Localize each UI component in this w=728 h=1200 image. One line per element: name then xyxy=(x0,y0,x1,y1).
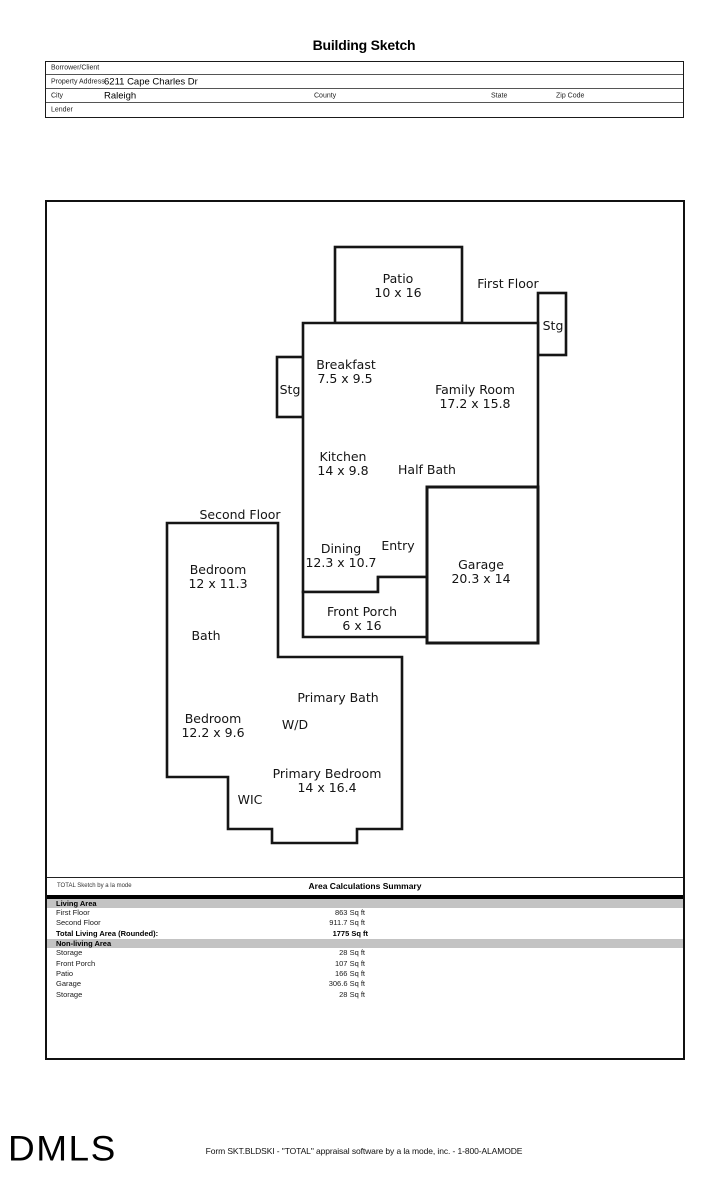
bedroom-2-label: Bedroom xyxy=(184,711,242,726)
row-value: 28 Sq ft xyxy=(339,989,365,999)
row-value: 306.6 Sq ft xyxy=(328,979,365,989)
kitchen-label: Kitchen xyxy=(319,449,367,464)
row-value: 863 Sq ft xyxy=(334,908,365,917)
summary-header xyxy=(47,878,683,895)
row-label: Front Porch xyxy=(56,958,96,968)
front-porch-label: Front Porch xyxy=(327,604,397,619)
property-address-label: Property Address xyxy=(51,78,105,85)
primary-bath-label: Primary Bath xyxy=(297,690,379,705)
zip-code-label: Zip Code xyxy=(556,92,585,99)
patio-label: Patio xyxy=(382,271,414,286)
city-label: City xyxy=(51,92,64,99)
page-title: Building Sketch xyxy=(312,37,416,53)
breakfast-label: Breakfast xyxy=(316,357,376,372)
garage-dims: 20.3 x 14 xyxy=(451,571,511,586)
family-room-label: Family Room xyxy=(435,382,515,397)
entry-label: Entry xyxy=(381,538,415,553)
borrower-row xyxy=(46,62,683,75)
non-living-area-band: Non-living Area xyxy=(47,939,683,948)
row-value: 107 Sq ft xyxy=(334,958,365,968)
lender-row xyxy=(46,103,683,116)
patio-dims: 10 x 16 xyxy=(374,285,422,300)
row-label: Patio xyxy=(56,968,74,978)
county-label: County xyxy=(314,92,337,99)
city-row xyxy=(46,89,683,103)
second-floor-title: Second Floor xyxy=(199,507,281,522)
summary-row-storage-2 xyxy=(47,990,683,1000)
first-floor-title: First Floor xyxy=(477,276,539,291)
primary-bedroom-dims: 14 x 16.4 xyxy=(297,780,357,795)
mls-logo: DMLS xyxy=(8,1129,117,1168)
front-porch-dims: 6 x 16 xyxy=(342,618,382,633)
row-value: 1775 Sq ft xyxy=(332,928,368,938)
kitchen-dims: 14 x 9.8 xyxy=(317,463,369,478)
row-label: Garage xyxy=(56,979,82,989)
primary-bedroom-label: Primary Bedroom xyxy=(272,766,382,781)
summary-row-second-floor xyxy=(47,918,683,928)
client-info-table xyxy=(45,61,684,118)
property-address-value: 6211 Cape Charles Dr xyxy=(104,76,198,87)
row-value: 28 Sq ft xyxy=(339,948,365,958)
summary-row-first-floor xyxy=(47,908,683,918)
family-room-dims: 17.2 x 15.8 xyxy=(439,396,511,411)
dining-label: Dining xyxy=(320,541,362,556)
storage-left-label: Stg xyxy=(279,382,301,397)
half-bath-label: Half Bath xyxy=(398,462,456,477)
row-label: Storage xyxy=(56,989,83,999)
row-label: Second Floor xyxy=(56,918,101,928)
summary-row-total-living-area xyxy=(47,929,683,939)
breakfast-dims: 7.5 x 9.5 xyxy=(317,371,373,386)
row-value: 166 Sq ft xyxy=(334,968,365,978)
summary-branding: TOTAL Sketch by a la mode xyxy=(57,883,132,889)
storage-right-label: Stg xyxy=(542,318,564,333)
living-area-band: Living Area xyxy=(47,899,683,908)
garage-label: Garage xyxy=(458,557,504,572)
wd-label: W/D xyxy=(281,717,309,732)
summary-row-front-porch xyxy=(47,959,683,969)
form-identifier: Form SKT.BLDSKI - "TOTAL" appraisal software by a la mode, inc. - 1-800-ALAMODE xyxy=(205,1146,523,1156)
borrower-label: Borrower/Client xyxy=(51,64,100,72)
summary-row-garage xyxy=(47,979,683,989)
row-label: Storage xyxy=(56,948,83,958)
bedroom-1-dims: 12 x 11.3 xyxy=(188,576,248,591)
row-label: First Floor xyxy=(56,908,90,917)
lender-label: Lender xyxy=(51,106,73,113)
state-label: State xyxy=(491,92,508,99)
row-value: 911.7 Sq ft xyxy=(329,918,365,928)
area-calculations-summary xyxy=(47,877,683,1000)
bedroom-2-dims: 12.2 x 9.6 xyxy=(181,725,245,740)
dining-dims: 12.3 x 10.7 xyxy=(305,555,377,570)
bath-label: Bath xyxy=(191,628,221,643)
city-value: Raleigh xyxy=(104,90,137,101)
floor-plan-canvas xyxy=(45,200,685,877)
row-label: Total Living Area (Rounded): xyxy=(56,928,159,938)
summary-row-patio xyxy=(47,969,683,979)
property-address-row xyxy=(46,75,683,89)
summary-title: Area Calculations Summary xyxy=(308,881,422,891)
summary-row-storage-1 xyxy=(47,948,683,958)
wic-label: WIC xyxy=(237,792,263,807)
bedroom-1-label: Bedroom xyxy=(189,562,247,577)
